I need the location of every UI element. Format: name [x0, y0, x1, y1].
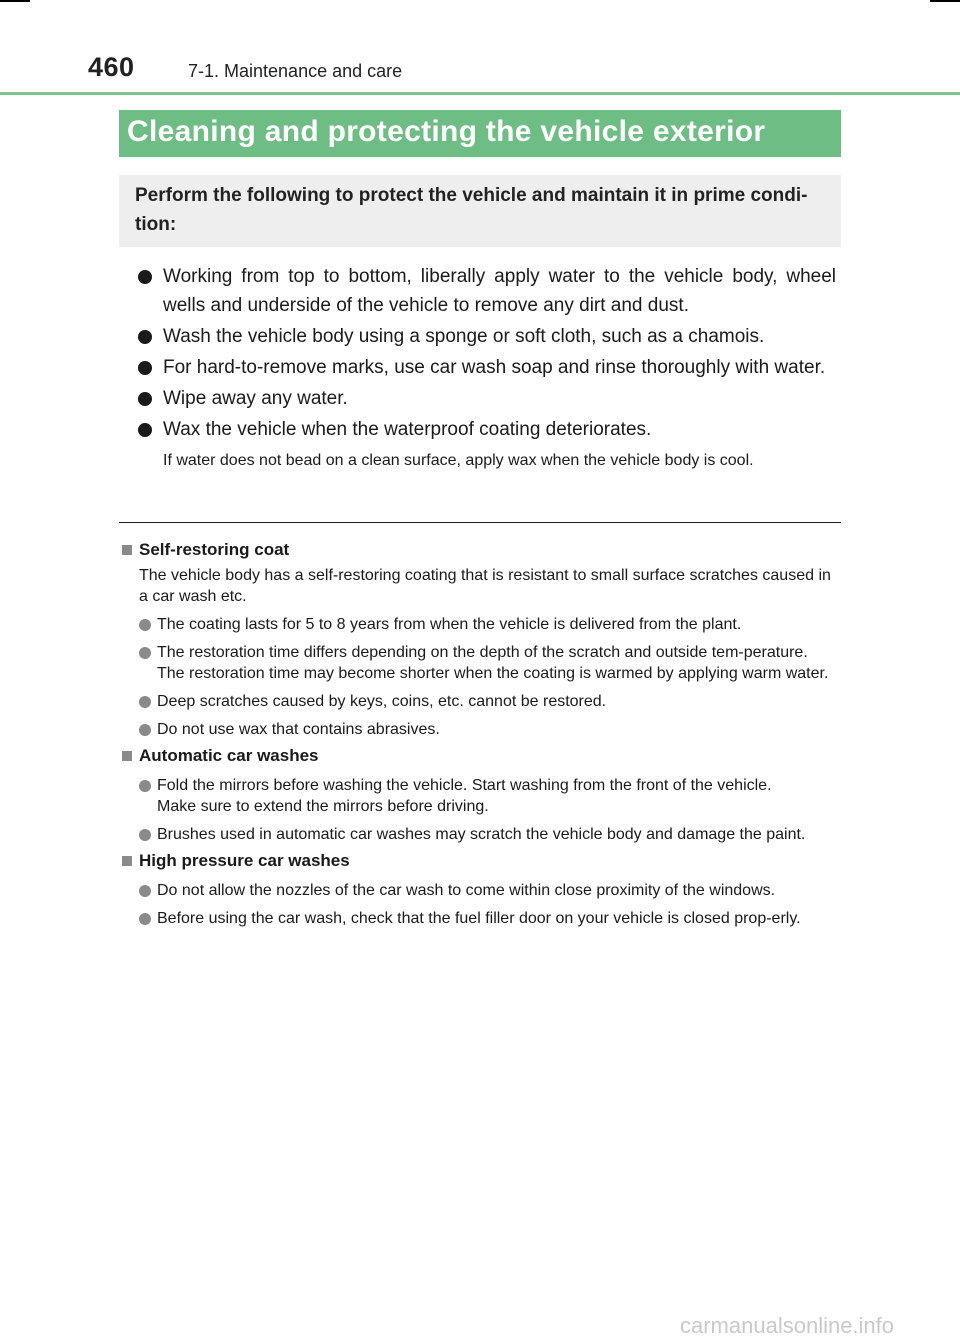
- wax-note: If water does not bead on a clean surface, apply wax when the vehicle body is cool.: [163, 452, 754, 469]
- intro-box: [119, 175, 841, 247]
- bullet-icon: [139, 724, 151, 736]
- list-item: Do not allow the nozzles of the car wash to come within close proximity of the windows.: [121, 880, 841, 901]
- bullet-icon: [139, 885, 151, 897]
- crop-mark-left: [0, 0, 30, 2]
- page-header: [88, 52, 960, 92]
- square-bullet-icon: [122, 751, 132, 761]
- list-item: Before using the car wash, check that the fuel filler door on your vehicle is closed prop-erly.: [121, 908, 841, 929]
- list-item: Do not use wax that contains abrasives.: [121, 719, 841, 740]
- crop-mark-right: [930, 0, 960, 2]
- header-rule: [0, 92, 960, 95]
- bullet-icon: [138, 361, 152, 375]
- bullet-icon: [138, 270, 152, 284]
- watermark: carmanualsonline.info: [680, 1313, 895, 1338]
- bullet-icon: [139, 619, 151, 631]
- cleaning-steps-list: [136, 262, 836, 472]
- note-heading-self-restoring: Self-restoring coat: [121, 538, 841, 562]
- list-item: Fold the mirrors before washing the vehicle. Start washing from the front of the vehicle. Make sure to extend the mirrors before driving.: [121, 775, 841, 817]
- list-item: The restoration time differs depending on the depth of the scratch and outside tem-perature. The restoration time may become shorter when the coating is warmed by applying warm water.: [121, 642, 841, 684]
- square-bullet-icon: [122, 545, 132, 555]
- notes-section: [121, 534, 841, 929]
- list-item: Wash the vehicle body using a sponge or soft cloth, such as a chamois.: [136, 322, 836, 351]
- list-item: Wax the vehicle when the waterproof coating deteriorates.: [136, 415, 836, 444]
- section-title: Cleaning and protecting the vehicle exterior: [127, 115, 766, 148]
- note-body: The vehicle body has a self-restoring coating that is resistant to small surface scratches caused in a car wash etc.: [139, 567, 831, 605]
- list-item: Deep scratches caused by keys, coins, etc. cannot be restored.: [121, 691, 841, 712]
- section-title-band: [119, 110, 841, 157]
- square-bullet-icon: [122, 856, 132, 866]
- bullet-icon: [139, 647, 151, 659]
- list-item: Brushes used in automatic car washes may scratch the vehicle body and damage the paint.: [121, 824, 841, 845]
- note-heading-high-pressure: High pressure car washes: [121, 849, 841, 873]
- chapter-title: 7-1. Maintenance and care: [188, 61, 403, 81]
- list-item: Wipe away any water.: [136, 384, 836, 413]
- bullet-icon: [139, 913, 151, 925]
- list-item: Working from top to bottom, liberally apply water to the vehicle body, wheel wells and underside of the vehicle to remove any dirt and dust.: [136, 262, 836, 320]
- bullet-icon: [138, 423, 152, 437]
- bullet-icon: [138, 392, 152, 406]
- section-divider: [119, 522, 841, 523]
- list-item: For hard-to-remove marks, use car wash soap and rinse thoroughly with water.: [136, 353, 836, 382]
- bullet-icon: [139, 829, 151, 841]
- bullet-icon: [139, 780, 151, 792]
- bullet-icon: [139, 696, 151, 708]
- bullet-icon: [138, 330, 152, 344]
- page-number: 460: [88, 52, 135, 82]
- note-heading-automatic: Automatic car washes: [121, 744, 841, 768]
- intro-text: Perform the following to protect the vehicle and maintain it in prime condi-tion:: [135, 185, 808, 235]
- list-item: The coating lasts for 5 to 8 years from when the vehicle is delivered from the plant.: [121, 614, 841, 635]
